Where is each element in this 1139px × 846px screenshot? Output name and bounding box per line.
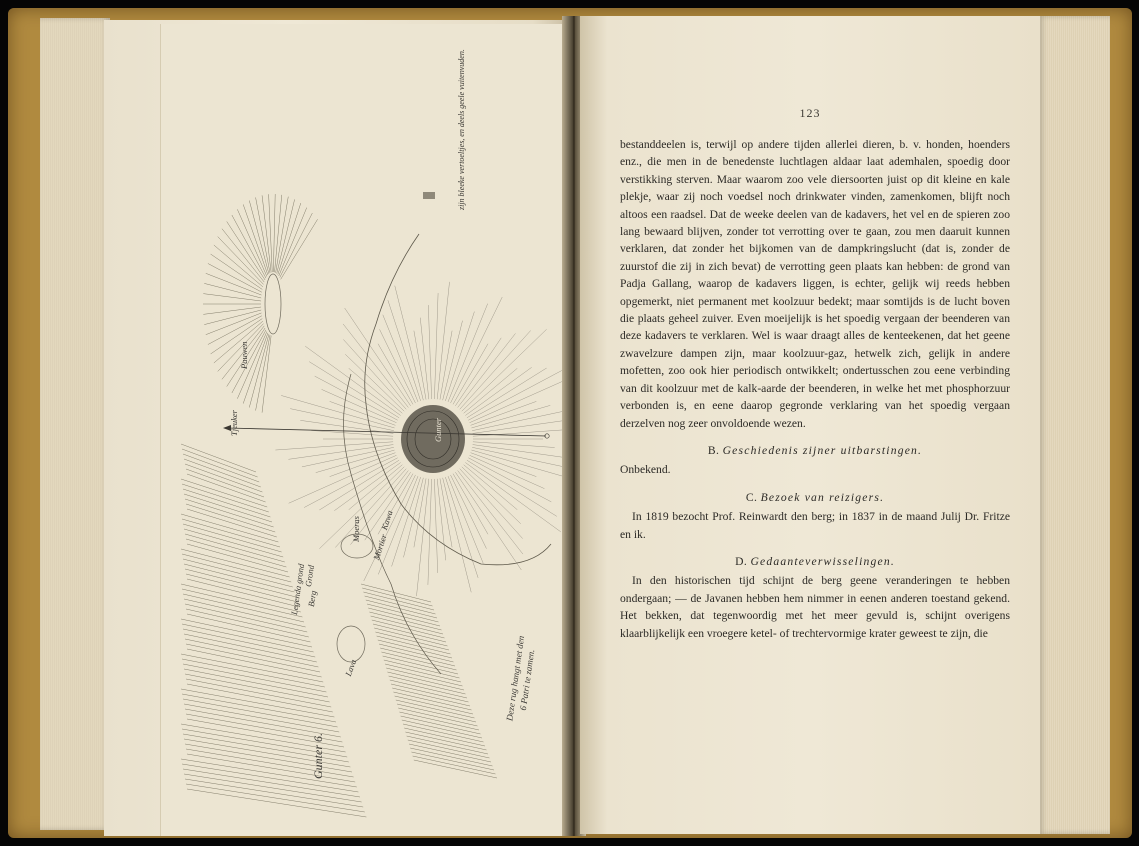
section-b-text: Onbekend. xyxy=(620,463,671,477)
engraving-hachure xyxy=(214,245,263,287)
map-label-legend-b: Legenda grond xyxy=(289,563,307,616)
engraving-hachure xyxy=(182,449,258,477)
engraving-hachure xyxy=(204,283,261,298)
legend-note-label: zijn bleeke vertoeltjes, en deels geele vuitenvuden. xyxy=(457,49,466,210)
engraving-hachure xyxy=(182,554,291,582)
engraving-hachure xyxy=(183,629,315,657)
engraving-hachure xyxy=(206,313,262,335)
engraving-ray xyxy=(440,478,452,547)
engraving-hachure xyxy=(181,479,267,507)
engraving-ray xyxy=(428,479,432,585)
engraving-hachure xyxy=(396,700,475,718)
engraving-ray xyxy=(460,331,531,410)
engraving-hachure xyxy=(182,484,269,512)
engraving-hachure xyxy=(182,589,302,617)
engraving-hachure xyxy=(367,604,439,622)
engraving-hachure xyxy=(269,194,273,272)
engraving-ray xyxy=(455,472,521,570)
section-c-text: In 1819 bezocht Prof. Reinwardt den berg; in 1837 in de maand Julij Dr. Fritze en ik. xyxy=(620,510,1010,541)
engraving-hachure xyxy=(386,668,462,686)
engraving-hachure xyxy=(365,596,436,614)
engraving-ray xyxy=(473,442,555,448)
engraving-ray xyxy=(437,479,446,561)
engraving-hachure xyxy=(275,195,282,272)
section-b-heading xyxy=(620,442,1010,459)
engraving-hachure xyxy=(184,599,306,627)
engraving-hachure xyxy=(187,579,299,607)
engraving-hachure xyxy=(184,564,294,592)
map-label-small-3: Berg xyxy=(306,589,319,608)
engraving-hachure xyxy=(187,509,277,537)
section-d-text: In den historischen tijd schijnt de berg geene veranderingen te hebben ondergaan; — de Javanen hebben hem nimmer in eenen anderen toestand gekend. Het bekken, dat tegenwoordig met het meer gevuld is, schijnt overigens klaarblijkelijk een vroegere ketel- of trechtervormige krater geweest te zijn, die xyxy=(620,574,1010,640)
engraving-ray xyxy=(315,376,398,420)
engraving-hachure xyxy=(222,229,264,282)
engraving-hachure xyxy=(186,644,320,672)
engraving-hachure xyxy=(185,499,274,527)
map-label-kawa: Kawa xyxy=(379,509,395,532)
engraving-hachure xyxy=(182,624,314,652)
engraving-ray xyxy=(472,411,564,431)
engraving-hachure xyxy=(183,559,293,587)
engraving-ray xyxy=(473,428,571,436)
engraving-hachure xyxy=(181,619,312,647)
section-b-letter: B. xyxy=(707,443,720,457)
engraving-hachure xyxy=(408,740,490,758)
engraving-ray xyxy=(345,308,411,406)
engraving-hachure xyxy=(186,679,331,707)
engraving-ray xyxy=(470,375,571,423)
engraving-hachure xyxy=(183,454,259,482)
minor-cone-3 xyxy=(337,626,365,662)
map-label-gunter: Gunter xyxy=(433,417,443,442)
engraving-hachure xyxy=(187,544,288,572)
engraving-ray xyxy=(465,367,531,415)
engraving-ray xyxy=(414,478,426,547)
engraving-hachure xyxy=(256,197,270,273)
engraving-ray xyxy=(380,329,416,403)
engraving-hachure xyxy=(384,660,460,678)
engraving-hachure xyxy=(256,335,270,411)
engraving-hachure xyxy=(181,549,290,577)
engraving-hachure xyxy=(186,504,275,532)
engraving-hachure xyxy=(279,208,307,276)
engraving-hachure xyxy=(183,594,304,622)
map-label-pauwen: Pauwen xyxy=(239,341,249,369)
engraving-hachure xyxy=(187,474,266,502)
engraving-hachure xyxy=(409,744,491,762)
engraving-ray xyxy=(440,331,452,400)
map-label-small-1: Lava xyxy=(343,658,359,678)
engraving-hachure xyxy=(391,684,469,702)
minor-cone-1 xyxy=(265,274,281,334)
engraving-hachure xyxy=(183,489,270,517)
engraving-hachure xyxy=(371,616,443,634)
engraving-hachure xyxy=(184,494,272,522)
figure-label: Gunter 6. xyxy=(311,733,325,779)
engraving-hachure xyxy=(249,201,269,274)
engraving-ray xyxy=(281,395,394,428)
engraving-hachure xyxy=(373,624,446,642)
engraving-hachure xyxy=(404,728,485,746)
engraving-hachure xyxy=(277,199,295,273)
engraving-hachure xyxy=(186,749,354,777)
engraving-hachure xyxy=(385,664,461,682)
engraving-ray xyxy=(288,445,393,460)
engraving-hachure xyxy=(380,648,455,666)
engraving-hachure xyxy=(186,469,264,497)
engraving-ray xyxy=(290,409,394,431)
engraving-hachure xyxy=(381,652,456,670)
engraving-hachure xyxy=(378,640,452,658)
engraving-hachure xyxy=(410,748,492,766)
engraving-hachure xyxy=(368,608,440,626)
engraving-ray xyxy=(434,479,437,573)
engraving-hachure xyxy=(399,712,479,730)
engraving-ray xyxy=(451,475,487,549)
engraving-hachure xyxy=(402,720,482,738)
engraving-hachure xyxy=(401,716,481,734)
page-body xyxy=(620,136,1010,642)
right-page-edges xyxy=(1038,16,1110,834)
engraving-hachure xyxy=(383,656,458,674)
engraving-hachure xyxy=(184,529,283,557)
engraving-ray xyxy=(455,338,501,406)
map-label-small-2: Mortier xyxy=(371,532,389,562)
left-page-edges xyxy=(40,18,110,830)
section-c-letter: C. xyxy=(745,490,758,504)
engraving-hachure xyxy=(398,708,477,726)
engraving-hachure xyxy=(281,219,318,279)
engraving-hachure xyxy=(184,634,317,662)
engraving-ray xyxy=(473,419,571,434)
engraving-hachure xyxy=(372,620,445,638)
engraving-hachure xyxy=(203,294,261,301)
map-label-grond: Grond xyxy=(303,564,316,588)
engraving-ray xyxy=(473,445,566,458)
engraving-ray xyxy=(443,478,472,592)
engraving-hachure xyxy=(403,724,484,742)
engraving-hachure xyxy=(393,692,471,710)
section-c-title: Bezoek van reizigers. xyxy=(760,490,885,504)
ridge-note-label: Deze rug hangt met den 6 Patri te zamen. xyxy=(504,635,537,722)
engraving-hachure xyxy=(411,752,494,770)
engraving-ray xyxy=(420,318,429,400)
engraving-hachure xyxy=(366,600,437,618)
engraving-hachure xyxy=(375,632,449,650)
engraving-hachure xyxy=(208,264,262,293)
engraving-hachure xyxy=(397,704,476,722)
engraving-ray xyxy=(465,463,560,532)
engraving-hachure xyxy=(237,209,267,276)
engraving-hachure xyxy=(211,319,263,354)
engraving-hachure xyxy=(185,639,318,667)
section-c-heading xyxy=(620,489,1010,506)
engraving-hachure xyxy=(185,534,285,562)
engraving-ray xyxy=(453,474,488,535)
engraving-hachure xyxy=(187,754,355,782)
engraving-hachure xyxy=(186,574,298,602)
engraving-ray xyxy=(395,286,424,400)
engraving-hachure xyxy=(183,524,282,552)
engraving-ray xyxy=(434,293,438,399)
engraving-hachure xyxy=(181,444,256,472)
engraving-hachure xyxy=(182,519,280,547)
engraving-ray xyxy=(443,321,463,401)
map-plate xyxy=(160,24,571,836)
engraving-ray xyxy=(445,312,474,401)
section-d-heading xyxy=(620,553,1010,570)
engraving-ray xyxy=(305,346,400,415)
engraving-ray xyxy=(414,331,426,400)
engraving-hachure xyxy=(185,464,262,492)
engraving-hachure xyxy=(413,756,496,774)
engraving-ray xyxy=(472,447,571,469)
engraving-hachure xyxy=(206,273,262,295)
engraving-ray xyxy=(462,329,547,411)
map-label-tjeuker: Tjeuker xyxy=(229,410,239,436)
section-b-title: Geschiedenis zijner uitbarstingen. xyxy=(722,443,923,457)
engraving-hachure xyxy=(184,459,261,487)
engraving-ray xyxy=(403,478,423,558)
engraving-ray xyxy=(378,344,413,405)
engraving-ray xyxy=(428,305,431,399)
engraving-hachure xyxy=(262,195,271,272)
engraving-hachure xyxy=(186,539,286,567)
engraving-hachure xyxy=(249,334,269,407)
engraving-ray xyxy=(330,401,396,425)
engraving-hachure xyxy=(390,680,467,698)
engraving-hachure xyxy=(262,336,271,413)
section-d-title: Gedaanteverwisselingen. xyxy=(750,554,895,568)
engraving-ray xyxy=(468,458,551,502)
engraving-ray xyxy=(304,458,398,508)
section-d-letter: D. xyxy=(735,554,748,568)
page-number: 123 xyxy=(799,106,821,120)
engraving-ray xyxy=(467,368,547,418)
engraving-ray xyxy=(445,477,478,578)
engraving-hachure xyxy=(273,194,275,272)
engraving-hachure xyxy=(392,688,470,706)
engraving-ray xyxy=(471,453,537,477)
engraving-hachure xyxy=(185,569,296,597)
engraving-hachure xyxy=(181,514,278,542)
engraving-ray xyxy=(302,447,394,467)
engraving-hachure xyxy=(280,213,313,278)
engraving-hachure xyxy=(395,696,473,714)
engraving-hachure xyxy=(363,592,434,610)
engraving-ray xyxy=(343,324,408,408)
engraving-hachure xyxy=(211,254,263,289)
paragraph-1: bestanddeelen is, terwijl op andere tijden allerlei dieren, b. v. honden, hoenders enz., die men in de benedenste luchtlagen aldaar laat ademhalen, spoedig door verstikking sterven. Maar waarom zoo vele diersoorten juist op dit kleine en kale plekje, waar zij noch voedsel noch drinkwater vinden, zamenkomen, blijft noch altoos een raadsel. Dat de weeke deelen van de kadavers, het vel en de spieren zoo lang bewaard blijven, zonder tot verrotting over te gaan, zou men daaruit kunnen verklaren, dat zonder het bijkomen van de dampkringslucht (dat is, zonder de zuurstof die zij in zich bevat) de verrotting geen plaats kan hebben: de grond van Padja Gallang, waarop de kadavers liggen, is echter, gelijk wij reeds hebben opgemerkt, niet permanent met koolzuur bedekt; maar somtijds is de lucht boven die plaats geheel zuiver. Even moeijelijk is het spoedig vergaan der beenderen van deze kadavers te verklaren. Wel is waar draagt alles de kenteekenen, dat het geene zwavelzure dampen zijn, maar koolzuur-gaz, hetwelk zich, gelijk in andere mofetten, zoo ook hier periodisch ontwikkelt; ondertusschen zou eene verbinding van dit koolzuur met de kalk-aarde der beenderen, in welke het met phosphorzuur verbonden is, en eene daarop gegronde verklaring van het spoedig vergaan derzelven nog zeer onvoldoende wezen. xyxy=(620,138,1010,430)
engraving-ray xyxy=(471,401,537,425)
engraving-hachure xyxy=(414,760,497,778)
engraving-ray xyxy=(468,370,562,420)
right-page xyxy=(580,16,1040,834)
engraving-ray xyxy=(334,463,400,511)
engraving-hachure xyxy=(387,672,464,690)
engraving-hachure xyxy=(187,684,333,712)
engraving-ray xyxy=(458,471,523,555)
legend-swatch xyxy=(423,192,435,199)
engraving-hachure xyxy=(187,614,310,642)
engraving-ray xyxy=(330,453,396,477)
engraving-hachure xyxy=(379,644,454,662)
map-label-moeras: Moeras xyxy=(351,516,361,542)
engraving-hachure xyxy=(405,732,486,750)
engraving-hachure xyxy=(204,310,261,325)
engraving-hachure xyxy=(181,584,301,612)
engraving-hachure xyxy=(187,649,322,677)
engraving-hachure xyxy=(208,316,262,345)
engraving-ray xyxy=(453,344,488,405)
engraving-ray xyxy=(388,300,421,401)
engraving-hachure xyxy=(407,736,488,754)
engraving-hachure xyxy=(389,676,466,694)
engraving-hachure xyxy=(203,307,261,314)
engraving-ray xyxy=(319,467,404,549)
engraving-hachure xyxy=(377,636,451,654)
